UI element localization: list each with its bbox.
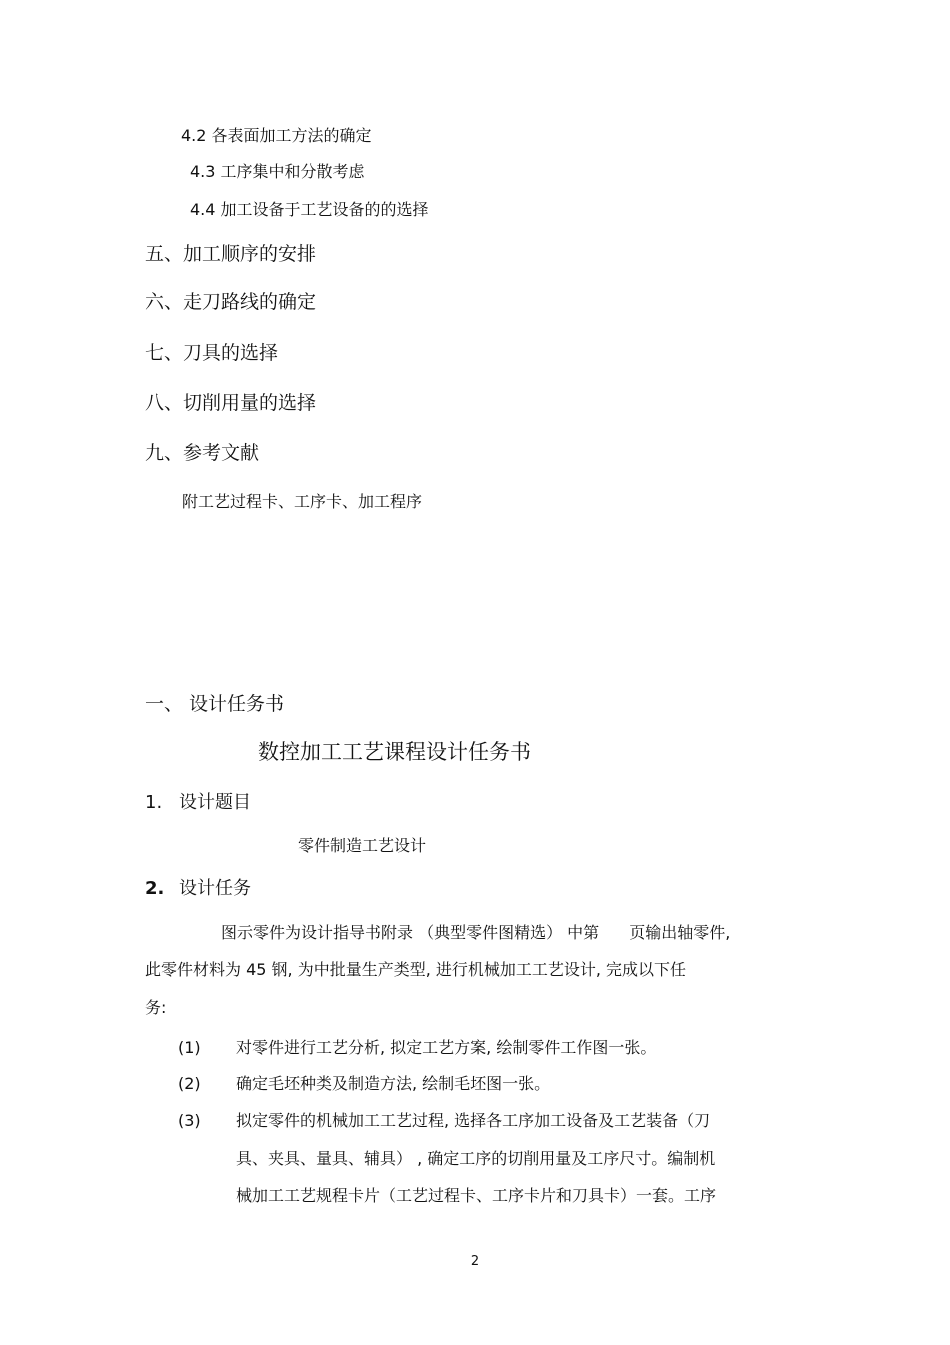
- toc-item-7: 七、刀具的选择: [145, 342, 279, 364]
- section-heading: 一、 设计任务书: [145, 693, 285, 715]
- item-text: 拟定零件的机械加工工艺过程, 选择各工序加工设备及工艺装备（刀: [236, 1111, 711, 1130]
- page-number: 2: [470, 1254, 480, 1269]
- toc-appendix: 附工艺过程卡、工序卡、加工程序: [182, 492, 423, 511]
- item-number: (2): [178, 1074, 201, 1093]
- task-item-3-line-2: 具、夹具、量具、辅具） , 确定工序的切削用量及工序尺寸。编制机: [236, 1149, 716, 1168]
- subsection-label: 设计任务: [179, 878, 251, 899]
- subsection-number: 2.: [145, 878, 165, 899]
- item-number: (1): [178, 1038, 201, 1057]
- task-paragraph-line-2: 此零件材料为 45 钢, 为中批量生产类型, 进行机械加工工艺设计, 完成以下任: [145, 960, 687, 979]
- design-subject: 零件制造工艺设计: [298, 836, 427, 855]
- toc-item-5: 五、加工顺序的安排: [145, 243, 317, 265]
- toc-item-8: 八、切削用量的选择: [145, 392, 317, 414]
- paragraph-text: 图示零件为设计指导书附录 （典型零件图精选） 中第: [221, 923, 600, 942]
- task-item-1: [178, 1040, 778, 1060]
- toc-item-6: 六、走刀路线的确定: [145, 291, 317, 313]
- toc-item-4-4: 4.4 加工设备于工艺设备的的选择: [190, 200, 429, 219]
- document-title: 数控加工工艺课程设计任务书: [258, 740, 531, 764]
- subsection-number: 1.: [145, 792, 163, 813]
- task-paragraph-line-3: 务:: [145, 998, 167, 1017]
- toc-item-4-2: 4.2 各表面加工方法的确定: [181, 126, 372, 145]
- item-text: 对零件进行工艺分析, 拟定工艺方案, 绘制零件工作图一张。: [236, 1038, 657, 1057]
- subsection-label: 设计题目: [179, 792, 251, 813]
- item-text: 确定毛坯种类及制造方法, 绘制毛坯图一张。: [236, 1074, 551, 1093]
- toc-item-4-3: 4.3 工序集中和分散考虑: [190, 162, 365, 181]
- subsection-heading-task: [145, 880, 251, 898]
- subsection-heading-topic: [145, 794, 251, 812]
- task-item-3-line-3: 械加工工艺规程卡片（工艺过程卡、工序卡片和刀具卡）一套。工序: [236, 1186, 717, 1205]
- item-number: (3): [178, 1111, 201, 1130]
- task-item-3: [178, 1113, 778, 1133]
- task-item-2: [178, 1076, 778, 1096]
- paragraph-text: 页输出轴零件,: [629, 923, 731, 942]
- task-paragraph-line-1: [221, 925, 730, 941]
- toc-item-9: 九、参考文献: [145, 442, 260, 464]
